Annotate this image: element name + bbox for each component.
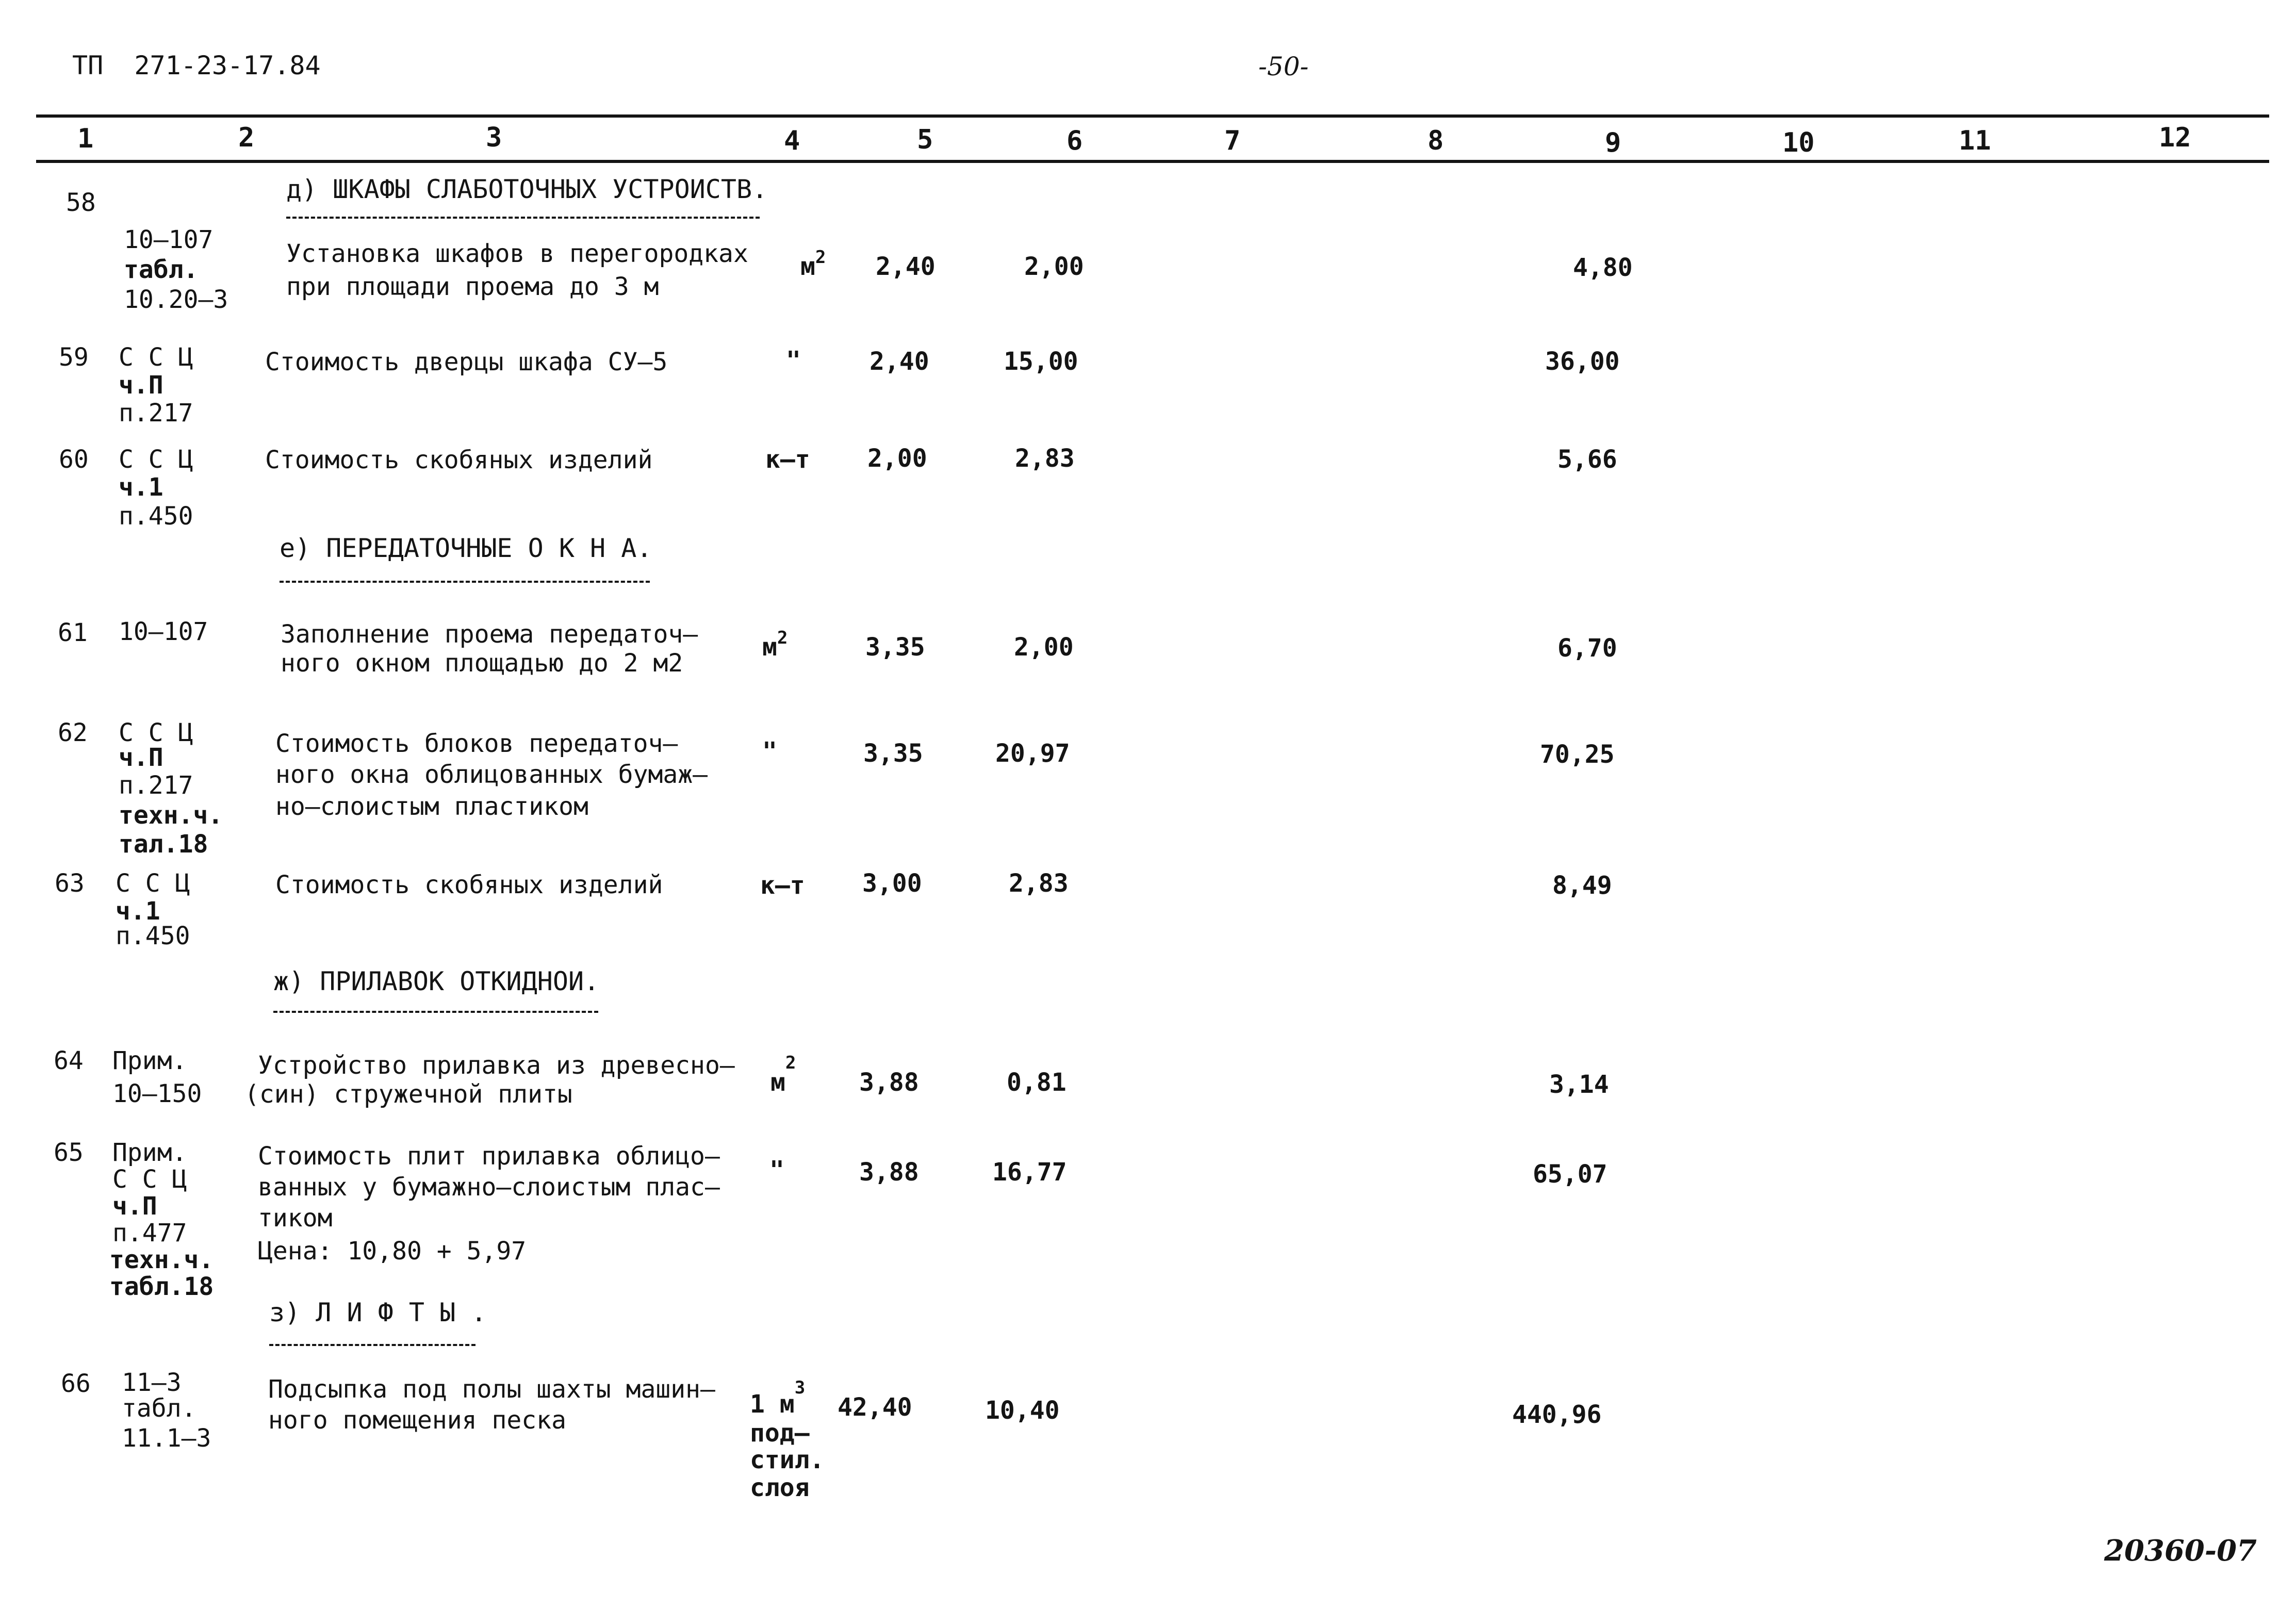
row-number: 65 <box>54 1138 84 1167</box>
row-description-line: Стоимость скобяных изделий <box>275 871 663 899</box>
row-ref-line: Прим. <box>112 1138 187 1167</box>
column-number-1: 1 <box>77 123 94 154</box>
document-stamp: 20360-07 <box>2104 1534 2257 1568</box>
row-number: 59 <box>59 343 89 372</box>
section-heading-zh: ж) ПРИЛАВОК ОТКИДНОИ. <box>273 966 600 996</box>
row-quantity: 3,88 <box>859 1158 919 1187</box>
row-total: 3,14 <box>1549 1070 1609 1099</box>
row-number: 66 <box>61 1369 91 1398</box>
row-description-line: Стоимость плит прилавка облицо– <box>258 1142 720 1171</box>
row-quantity: 3,00 <box>862 869 922 898</box>
row-ref-line: ч.П <box>119 743 163 772</box>
row-description-line: Подсыпка под полы шахты машин– <box>268 1375 715 1404</box>
row-ref-line: п.217 <box>119 771 193 800</box>
section-heading-e: е) ПЕРЕДАТОЧНЫЕ О К Н А. <box>280 533 652 563</box>
row-number: 60 <box>59 445 89 474</box>
row-unit: " <box>762 737 777 766</box>
row-ref-line: С С Ц <box>119 445 193 474</box>
row-price: 20,97 <box>995 739 1070 768</box>
row-ref-line: С С Ц <box>119 343 193 372</box>
row-price: 2,00 <box>1024 252 1084 281</box>
row-quantity: 3,88 <box>859 1068 919 1097</box>
column-number-8: 8 <box>1428 125 1444 156</box>
column-number-9: 9 <box>1605 127 1621 158</box>
row-total: 440,96 <box>1512 1400 1602 1429</box>
row-ref-line: п.450 <box>119 502 193 531</box>
section-underline-d <box>286 217 760 219</box>
row-quantity: 3,35 <box>865 633 925 662</box>
column-number-2: 2 <box>238 122 255 153</box>
row-unit: 1 $м^3$ <box>750 1377 806 1419</box>
row-unit: к–т <box>760 871 805 900</box>
section-underline-z <box>269 1344 475 1346</box>
table-header-rule <box>36 160 2269 163</box>
row-ref-line: С С Ц <box>119 718 193 747</box>
row-ref-line: С С Ц <box>112 1165 187 1194</box>
row-ref-line: 11–3 <box>122 1368 182 1397</box>
row-description-line: ванных у бумажно–слоистым плас– <box>258 1173 720 1202</box>
row-ref-line: 10–150 <box>112 1079 202 1108</box>
row-number: 63 <box>55 869 85 898</box>
section-heading-d: д) ШКАФЫ СЛАБОТОЧНЫХ УСТРОИСТВ. <box>286 174 768 204</box>
row-unit-line: слоя <box>750 1473 810 1502</box>
row-total: 4,80 <box>1573 253 1633 282</box>
row-quantity: 2,40 <box>870 347 929 376</box>
row-number: 64 <box>54 1046 84 1075</box>
row-total: 70,25 <box>1540 740 1615 769</box>
row-description-line: Стоимость скобяных изделий <box>265 446 653 474</box>
section-underline-zh <box>273 1011 598 1013</box>
row-quantity: 2,00 <box>867 444 927 473</box>
row-price: 16,77 <box>992 1158 1067 1187</box>
page-number: -50- <box>1258 52 1309 81</box>
row-ref-line: 10–107 <box>119 617 208 646</box>
row-ref-line: ч.П <box>119 371 163 400</box>
row-price: 2,83 <box>1009 869 1069 898</box>
column-number-3: 3 <box>486 122 502 153</box>
row-unit: $м^2$ <box>800 247 826 281</box>
row-ref-line: п.450 <box>116 922 190 950</box>
table-top-rule <box>36 114 2269 118</box>
column-number-7: 7 <box>1224 125 1241 156</box>
row-ref-line: п.477 <box>112 1219 187 1248</box>
column-number-5: 5 <box>917 124 933 155</box>
row-ref-line: 11.1–3 <box>122 1424 211 1453</box>
row-description-line: но–слоистым пластиком <box>275 792 588 821</box>
row-description-line: ного окна облицованных бумаж– <box>275 760 708 789</box>
row-description-line: тиком <box>258 1204 333 1233</box>
row-description-line: ного помещения песка <box>268 1406 566 1435</box>
row-ref-line: табл. <box>122 1394 196 1423</box>
row-description-line: Цена: 10,80 + 5,97 <box>258 1237 527 1266</box>
row-ref-line: ч.1 <box>119 473 163 502</box>
row-price: 2,83 <box>1015 444 1075 473</box>
row-price: 10,40 <box>985 1396 1060 1425</box>
row-description-line: (син) стружечной плиты <box>244 1080 572 1109</box>
row-unit: " <box>786 346 801 375</box>
row-price: 2,00 <box>1014 633 1074 662</box>
column-number-6: 6 <box>1067 125 1083 156</box>
row-quantity: 42,40 <box>838 1393 912 1422</box>
row-description-line: ного окном площадью до 2 м2 <box>281 649 683 678</box>
row-description-line: Установка шкафов в перегородках <box>286 239 748 268</box>
row-quantity: 3,35 <box>863 739 923 768</box>
row-number: 58 <box>66 188 96 217</box>
row-total: 5,66 <box>1557 445 1617 474</box>
row-number: 62 <box>58 718 88 747</box>
row-ref-line: 10.20–3 <box>124 285 228 314</box>
row-ref-line: п.217 <box>119 399 193 428</box>
row-ref-line: Прим. <box>112 1046 187 1075</box>
row-description-line: при площади проема до 3 м <box>286 272 659 301</box>
row-number: 61 <box>58 618 88 647</box>
row-ref-line: 10–107 <box>124 225 214 254</box>
row-price: 15,00 <box>1004 347 1078 376</box>
row-unit: " <box>769 1156 784 1185</box>
column-number-12: 12 <box>2159 122 2191 153</box>
row-description-line: Устройство прилавка из древесно– <box>258 1051 735 1080</box>
row-description-line: Стоимость блоков передаточ– <box>275 729 678 758</box>
row-total: 36,00 <box>1545 347 1620 376</box>
row-unit: $м^2$ <box>770 1053 796 1097</box>
row-ref-line: ч.П <box>112 1192 157 1221</box>
section-underline-e <box>280 581 650 583</box>
column-number-4: 4 <box>784 125 800 156</box>
row-description-line: Стоимость дверцы шкафа СУ–5 <box>265 348 668 376</box>
row-ref-line: техн.ч. <box>119 801 223 830</box>
row-total: 65,07 <box>1533 1160 1608 1189</box>
row-unit-line: стил. <box>750 1446 825 1474</box>
row-ref-line: техн.ч. <box>109 1245 214 1274</box>
column-number-10: 10 <box>1782 127 1815 158</box>
row-ref-line: С С Ц <box>116 869 190 898</box>
row-price: 0,81 <box>1007 1068 1067 1097</box>
row-ref-line: ч.1 <box>116 897 160 926</box>
row-ref-line: табл.18 <box>109 1272 214 1301</box>
row-total: 8,49 <box>1552 871 1612 900</box>
row-unit: $м^2$ <box>762 628 788 662</box>
row-unit: к–т <box>765 445 810 474</box>
row-ref-line: табл. <box>124 255 199 284</box>
row-ref-line: тал.18 <box>119 830 208 859</box>
column-number-11: 11 <box>1959 125 1991 156</box>
row-description-line: Заполнение проема передаточ– <box>281 620 698 649</box>
document-code: ТП 271-23-17.84 <box>72 51 321 80</box>
row-total: 6,70 <box>1557 634 1617 663</box>
row-unit-line: под– <box>750 1419 810 1448</box>
section-heading-z: з) Л И Ф Т Ы . <box>269 1298 487 1327</box>
row-quantity: 2,40 <box>876 252 936 281</box>
